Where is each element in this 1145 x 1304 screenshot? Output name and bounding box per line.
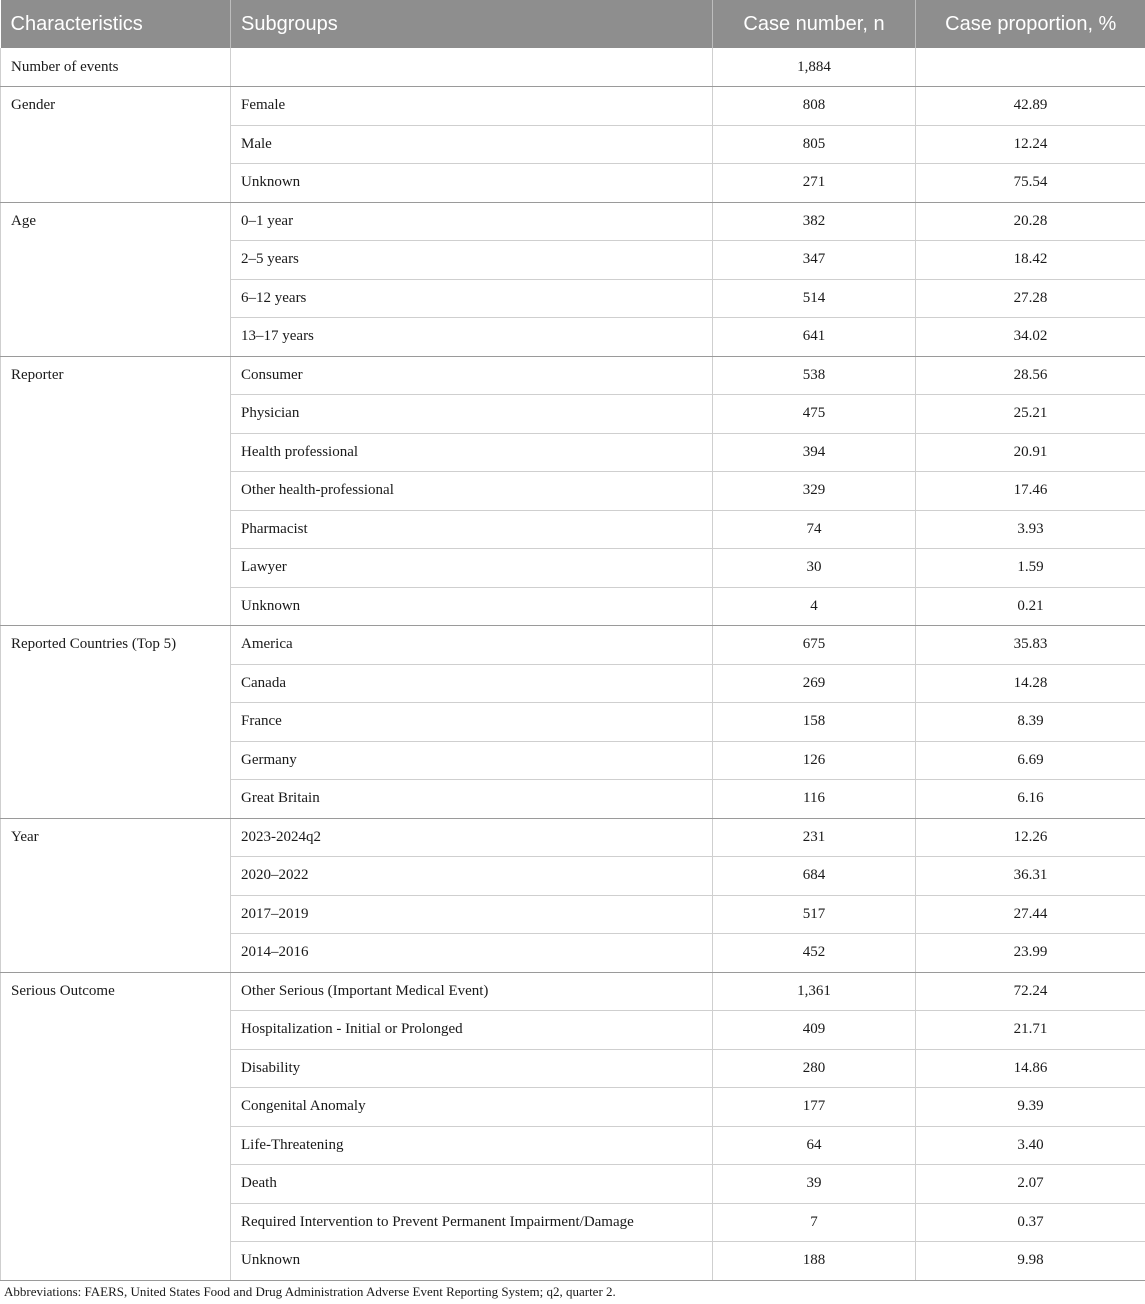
- case-proportion-cell: 6.69: [916, 741, 1145, 780]
- subgroup-cell: Female: [231, 87, 713, 126]
- case-proportion-cell: 9.39: [916, 1088, 1145, 1127]
- case-proportion-cell: 1.59: [916, 549, 1145, 588]
- subgroup-cell: 6–12 years: [231, 279, 713, 318]
- case-proportion-cell: 25.21: [916, 395, 1145, 434]
- case-number-cell: 538: [713, 356, 916, 395]
- subgroup-cell: Congenital Anomaly: [231, 1088, 713, 1127]
- case-proportion-cell: 14.86: [916, 1049, 1145, 1088]
- case-number-cell: 4: [713, 587, 916, 626]
- total-subgroup: [231, 48, 713, 87]
- case-proportion-cell: 6.16: [916, 780, 1145, 819]
- case-proportion-cell: 35.83: [916, 626, 1145, 665]
- table-row-total: [1, 48, 1145, 87]
- case-proportion-cell: 27.44: [916, 895, 1145, 934]
- case-proportion-cell: 2.07: [916, 1165, 1145, 1204]
- case-number-cell: 475: [713, 395, 916, 434]
- case-number-cell: 188: [713, 1242, 916, 1281]
- case-number-cell: 382: [713, 202, 916, 241]
- case-number-cell: 280: [713, 1049, 916, 1088]
- case-proportion-cell: 42.89: [916, 87, 1145, 126]
- subgroup-cell: Great Britain: [231, 780, 713, 819]
- case-proportion-cell: 21.71: [916, 1011, 1145, 1050]
- case-proportion-cell: 20.91: [916, 433, 1145, 472]
- case-number-cell: 74: [713, 510, 916, 549]
- case-proportion-cell: 3.40: [916, 1126, 1145, 1165]
- header-case-number: Case number, n: [713, 0, 916, 48]
- case-number-cell: 452: [713, 934, 916, 973]
- group-label: Age: [1, 202, 231, 356]
- case-number-cell: 517: [713, 895, 916, 934]
- case-proportion-cell: 8.39: [916, 703, 1145, 742]
- subgroup-cell: France: [231, 703, 713, 742]
- subgroup-cell: Disability: [231, 1049, 713, 1088]
- case-proportion-cell: 27.28: [916, 279, 1145, 318]
- case-number-cell: 1,361: [713, 972, 916, 1011]
- header-subgroups: Subgroups: [231, 0, 713, 48]
- subgroup-cell: America: [231, 626, 713, 665]
- case-number-cell: 514: [713, 279, 916, 318]
- case-number-cell: 271: [713, 164, 916, 203]
- group-label: Reporter: [1, 356, 231, 626]
- subgroup-cell: 0–1 year: [231, 202, 713, 241]
- subgroup-cell: Pharmacist: [231, 510, 713, 549]
- table-row: [1, 87, 1145, 126]
- case-proportion-cell: 0.37: [916, 1203, 1145, 1242]
- group-label: Serious Outcome: [1, 972, 231, 1280]
- table-row: [1, 356, 1145, 395]
- table-row: [1, 626, 1145, 665]
- table-footnote: Abbreviations: FAERS, United States Food and Drug Administration Adverse Event Reporting System; q2, quarter 2.: [4, 1284, 616, 1299]
- case-number-cell: 394: [713, 433, 916, 472]
- case-proportion-cell: 3.93: [916, 510, 1145, 549]
- table-row: [1, 202, 1145, 241]
- case-proportion-cell: 12.26: [916, 818, 1145, 857]
- subgroup-cell: 2017–2019: [231, 895, 713, 934]
- subgroup-cell: Germany: [231, 741, 713, 780]
- case-number-cell: 409: [713, 1011, 916, 1050]
- total-case-number: 1,884: [713, 48, 916, 87]
- table-header-row: [1, 0, 1145, 48]
- total-label: Number of events: [1, 48, 231, 87]
- case-number-cell: 675: [713, 626, 916, 665]
- case-proportion-cell: 36.31: [916, 857, 1145, 896]
- subgroup-cell: Consumer: [231, 356, 713, 395]
- table-row: [1, 818, 1145, 857]
- subgroup-cell: Health professional: [231, 433, 713, 472]
- case-proportion-cell: 0.21: [916, 587, 1145, 626]
- subgroup-cell: 2020–2022: [231, 857, 713, 896]
- case-number-cell: 39: [713, 1165, 916, 1204]
- subgroup-cell: Physician: [231, 395, 713, 434]
- case-number-cell: 158: [713, 703, 916, 742]
- header-case-proportion: Case proportion, %: [916, 0, 1145, 48]
- subgroup-cell: Canada: [231, 664, 713, 703]
- group-label: Gender: [1, 87, 231, 203]
- subgroup-cell: Other Serious (Important Medical Event): [231, 972, 713, 1011]
- case-number-cell: 805: [713, 125, 916, 164]
- case-number-cell: 30: [713, 549, 916, 588]
- subgroup-cell: Death: [231, 1165, 713, 1204]
- case-proportion-cell: 75.54: [916, 164, 1145, 203]
- subgroup-cell: Lawyer: [231, 549, 713, 588]
- subgroup-cell: Required Intervention to Prevent Permanent Impairment/Damage: [231, 1203, 713, 1242]
- subgroup-cell: Hospitalization - Initial or Prolonged: [231, 1011, 713, 1050]
- case-number-cell: 347: [713, 241, 916, 280]
- case-number-cell: 64: [713, 1126, 916, 1165]
- subgroup-cell: 2014–2016: [231, 934, 713, 973]
- case-number-cell: 177: [713, 1088, 916, 1127]
- total-case-proportion: [916, 48, 1145, 87]
- group-label: Reported Countries (Top 5): [1, 626, 231, 819]
- case-proportion-cell: 72.24: [916, 972, 1145, 1011]
- case-number-cell: 808: [713, 87, 916, 126]
- subgroup-cell: Male: [231, 125, 713, 164]
- subgroup-cell: Unknown: [231, 587, 713, 626]
- subgroup-cell: Other health-professional: [231, 472, 713, 511]
- subgroup-cell: Life-Threatening: [231, 1126, 713, 1165]
- case-number-cell: 116: [713, 780, 916, 819]
- subgroup-cell: Unknown: [231, 164, 713, 203]
- subgroup-cell: 2023-2024q2: [231, 818, 713, 857]
- table-body: [1, 48, 1145, 1280]
- case-number-cell: 641: [713, 318, 916, 357]
- case-proportion-cell: 9.98: [916, 1242, 1145, 1281]
- case-number-cell: 329: [713, 472, 916, 511]
- case-proportion-cell: 23.99: [916, 934, 1145, 973]
- case-number-cell: 126: [713, 741, 916, 780]
- subgroup-cell: 13–17 years: [231, 318, 713, 357]
- case-number-cell: 231: [713, 818, 916, 857]
- case-number-cell: 269: [713, 664, 916, 703]
- group-label: Year: [1, 818, 231, 972]
- table-row: [1, 972, 1145, 1011]
- case-proportion-cell: 14.28: [916, 664, 1145, 703]
- case-proportion-cell: 17.46: [916, 472, 1145, 511]
- case-proportion-cell: 20.28: [916, 202, 1145, 241]
- case-proportion-cell: 34.02: [916, 318, 1145, 357]
- case-proportion-cell: 28.56: [916, 356, 1145, 395]
- case-number-cell: 7: [713, 1203, 916, 1242]
- subgroup-cell: 2–5 years: [231, 241, 713, 280]
- case-proportion-cell: 12.24: [916, 125, 1145, 164]
- header-characteristics: Characteristics: [1, 0, 231, 48]
- subgroup-cell: Unknown: [231, 1242, 713, 1281]
- case-number-cell: 684: [713, 857, 916, 896]
- case-proportion-cell: 18.42: [916, 241, 1145, 280]
